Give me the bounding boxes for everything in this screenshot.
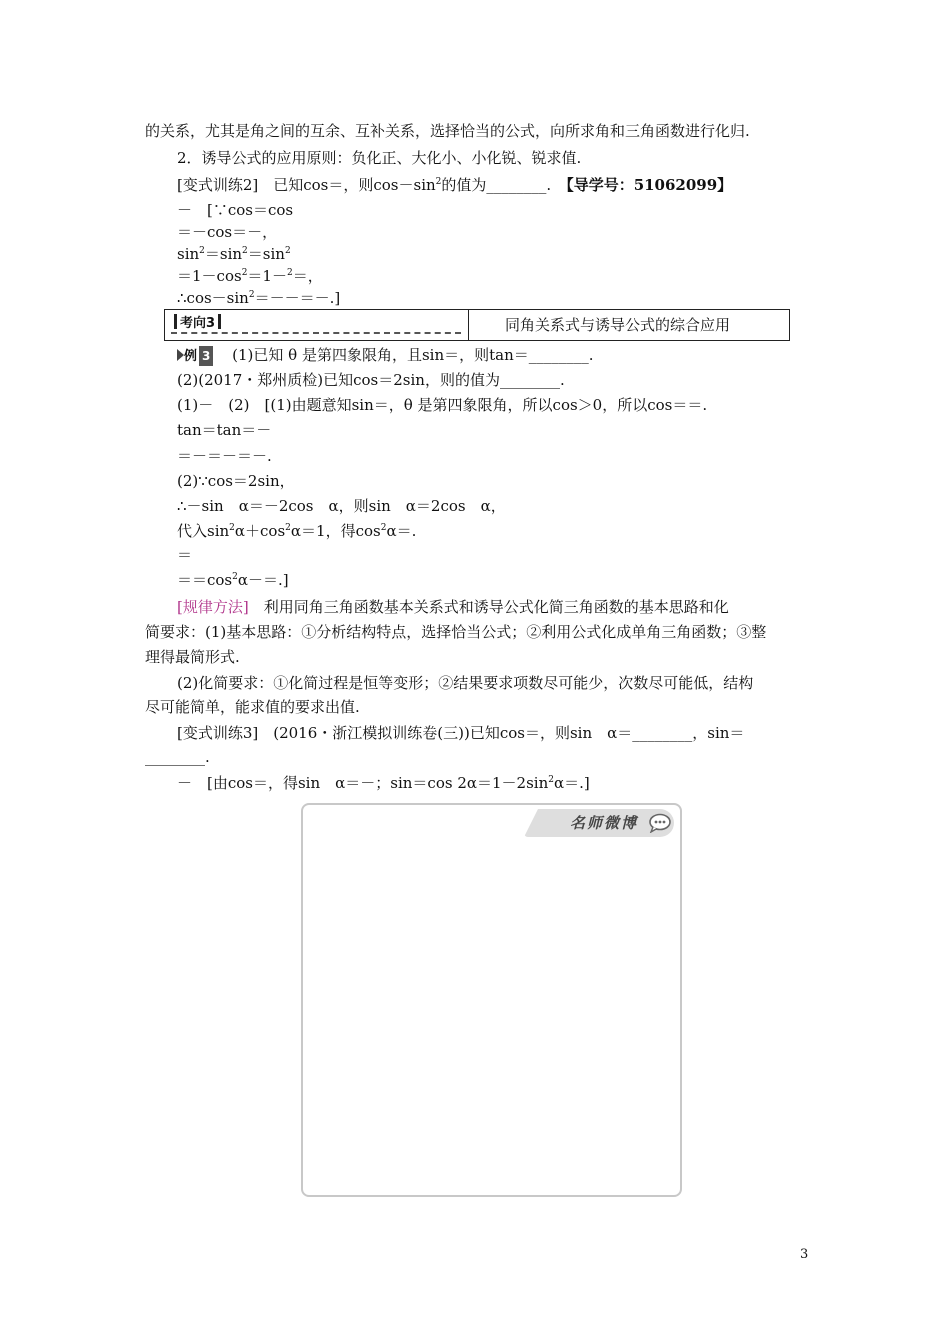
text-segment: α＝.] <box>553 774 590 792</box>
text-line: 理得最简形式. <box>145 648 240 666</box>
superscript: 2 <box>242 246 248 256</box>
text-segment: [变式训练2] 已知cos＝，则cos－sin <box>177 176 436 194</box>
example-number: 3 <box>199 346 213 366</box>
example-badge <box>177 346 213 367</box>
text-line: (2)∵cos＝2sin， <box>177 472 295 490</box>
example-3-line <box>177 345 594 367</box>
text-line <box>177 773 590 793</box>
superscript: 2 <box>285 523 291 533</box>
chat-bubble-icon <box>648 813 672 833</box>
text-segment: ＝sin <box>247 245 285 263</box>
text-segment: 代入sin <box>177 522 230 540</box>
kaoxiang-title: 同角关系式与诱导公式的综合应用 <box>505 316 731 334</box>
method-summary-line <box>177 597 729 617</box>
triangle-icon <box>177 349 184 361</box>
example-label: 例 <box>184 349 198 364</box>
dashed-divider <box>171 332 461 334</box>
text-line: 2．诱导公式的应用原则：负化正、大化小、小化锐、锐求值. <box>177 149 582 167</box>
kaoxiang-label <box>171 312 224 331</box>
text-segment: α－＝.] <box>237 571 289 589</box>
bar-mark <box>174 314 177 329</box>
text-line: (2)化简要求：①化简过程是恒等变形；②结果要求项数尽可能少，次数尽可能低，结构 <box>177 674 754 692</box>
superscript: 2 <box>435 177 442 187</box>
text-segment: － [由cos＝，得sin α＝－；sin＝cos 2α＝1－2sin <box>177 774 549 792</box>
text-line <box>177 288 340 308</box>
text-segment: (1)已知 θ 是第四象限角，且sin＝，则tan＝________. <box>232 346 594 364</box>
text-line <box>177 244 291 264</box>
kaoxiang-header <box>164 309 790 341</box>
text-line <box>177 521 416 541</box>
text-segment: ＝1－ <box>247 267 287 285</box>
text-line: ∴－sin α＝－2cos α，则sin α＝2cos α， <box>177 497 506 515</box>
page-number: 3 <box>800 1247 809 1262</box>
text-line: ＝ <box>177 546 193 564</box>
bar-mark <box>218 314 221 329</box>
text-line: (2)(2017・郑州质检)已知cos＝2sin，则的值为________. <box>177 371 565 389</box>
superscript: 2 <box>241 268 248 278</box>
kaoxiang-label-text: 考向3 <box>180 316 216 331</box>
text-segment: ＝， <box>292 267 323 285</box>
text-line: [变式训练3] (2016・浙江模拟训练卷(三))已知cos＝，则sin α＝________，sin＝ <box>177 724 745 742</box>
text-segment: α＋cos <box>234 522 286 540</box>
text-segment: ＝sin <box>204 245 243 263</box>
superscript: 2 <box>199 246 205 256</box>
text-line: 简要求：(1)基本思路：①分析结构特点，选择恰当公式；②利用公式化成单角三角函数；③整 <box>145 623 767 641</box>
text-segment: 利用同角三角函数基本关系式和诱导公式化简三角函数的基本思路和化 <box>248 598 729 616</box>
text-line: ________. <box>145 748 210 766</box>
guide-number: 【导学号：51062099】 <box>566 176 733 194</box>
superscript: 2 <box>229 523 235 533</box>
text-segment: sin <box>177 245 200 263</box>
notes-title: 名师微博 <box>569 814 638 832</box>
text-line: － [∵cos＝cos <box>177 201 294 219</box>
method-label: [规律方法] <box>177 598 249 616</box>
text-line: ＝－＝－＝－. <box>177 447 272 465</box>
superscript: 2 <box>286 268 293 278</box>
exercise-2-prompt <box>177 175 732 195</box>
text-line <box>177 570 289 590</box>
text-segment: ＝1－cos <box>177 267 242 285</box>
text-line: tan＝tan＝－ <box>177 421 272 439</box>
text-segment: ＝＝cos <box>177 571 233 589</box>
superscript: 2 <box>284 246 291 256</box>
teacher-notes-box <box>301 803 682 1197</box>
text-segment: ∴cos－sin <box>177 289 249 307</box>
text-line: 尽可能简单，能求值的要求出值. <box>145 698 360 716</box>
text-line: (1)－ (2) [(1)由题意知sin＝，θ 是第四象限角，所以cos＞0，所以cos＝＝. <box>177 396 708 414</box>
text-line: ＝－cos＝－， <box>177 223 278 241</box>
box-divider <box>468 310 469 340</box>
superscript: 2 <box>548 775 554 785</box>
text-segment: α＝. <box>386 522 417 540</box>
text-segment: ＝－－＝－.] <box>254 289 341 307</box>
text-line: 的关系，尤其是角之间的互余、互补关系，选择恰当的公式，向所求角和三角函数进行化归. <box>145 122 750 140</box>
superscript: 2 <box>380 523 387 533</box>
superscript: 2 <box>232 572 238 582</box>
text-segment: α＝1，得cos <box>290 522 381 540</box>
superscript: 2 <box>248 290 255 300</box>
text-line <box>177 266 323 286</box>
text-segment: 的值为________. <box>441 176 567 194</box>
